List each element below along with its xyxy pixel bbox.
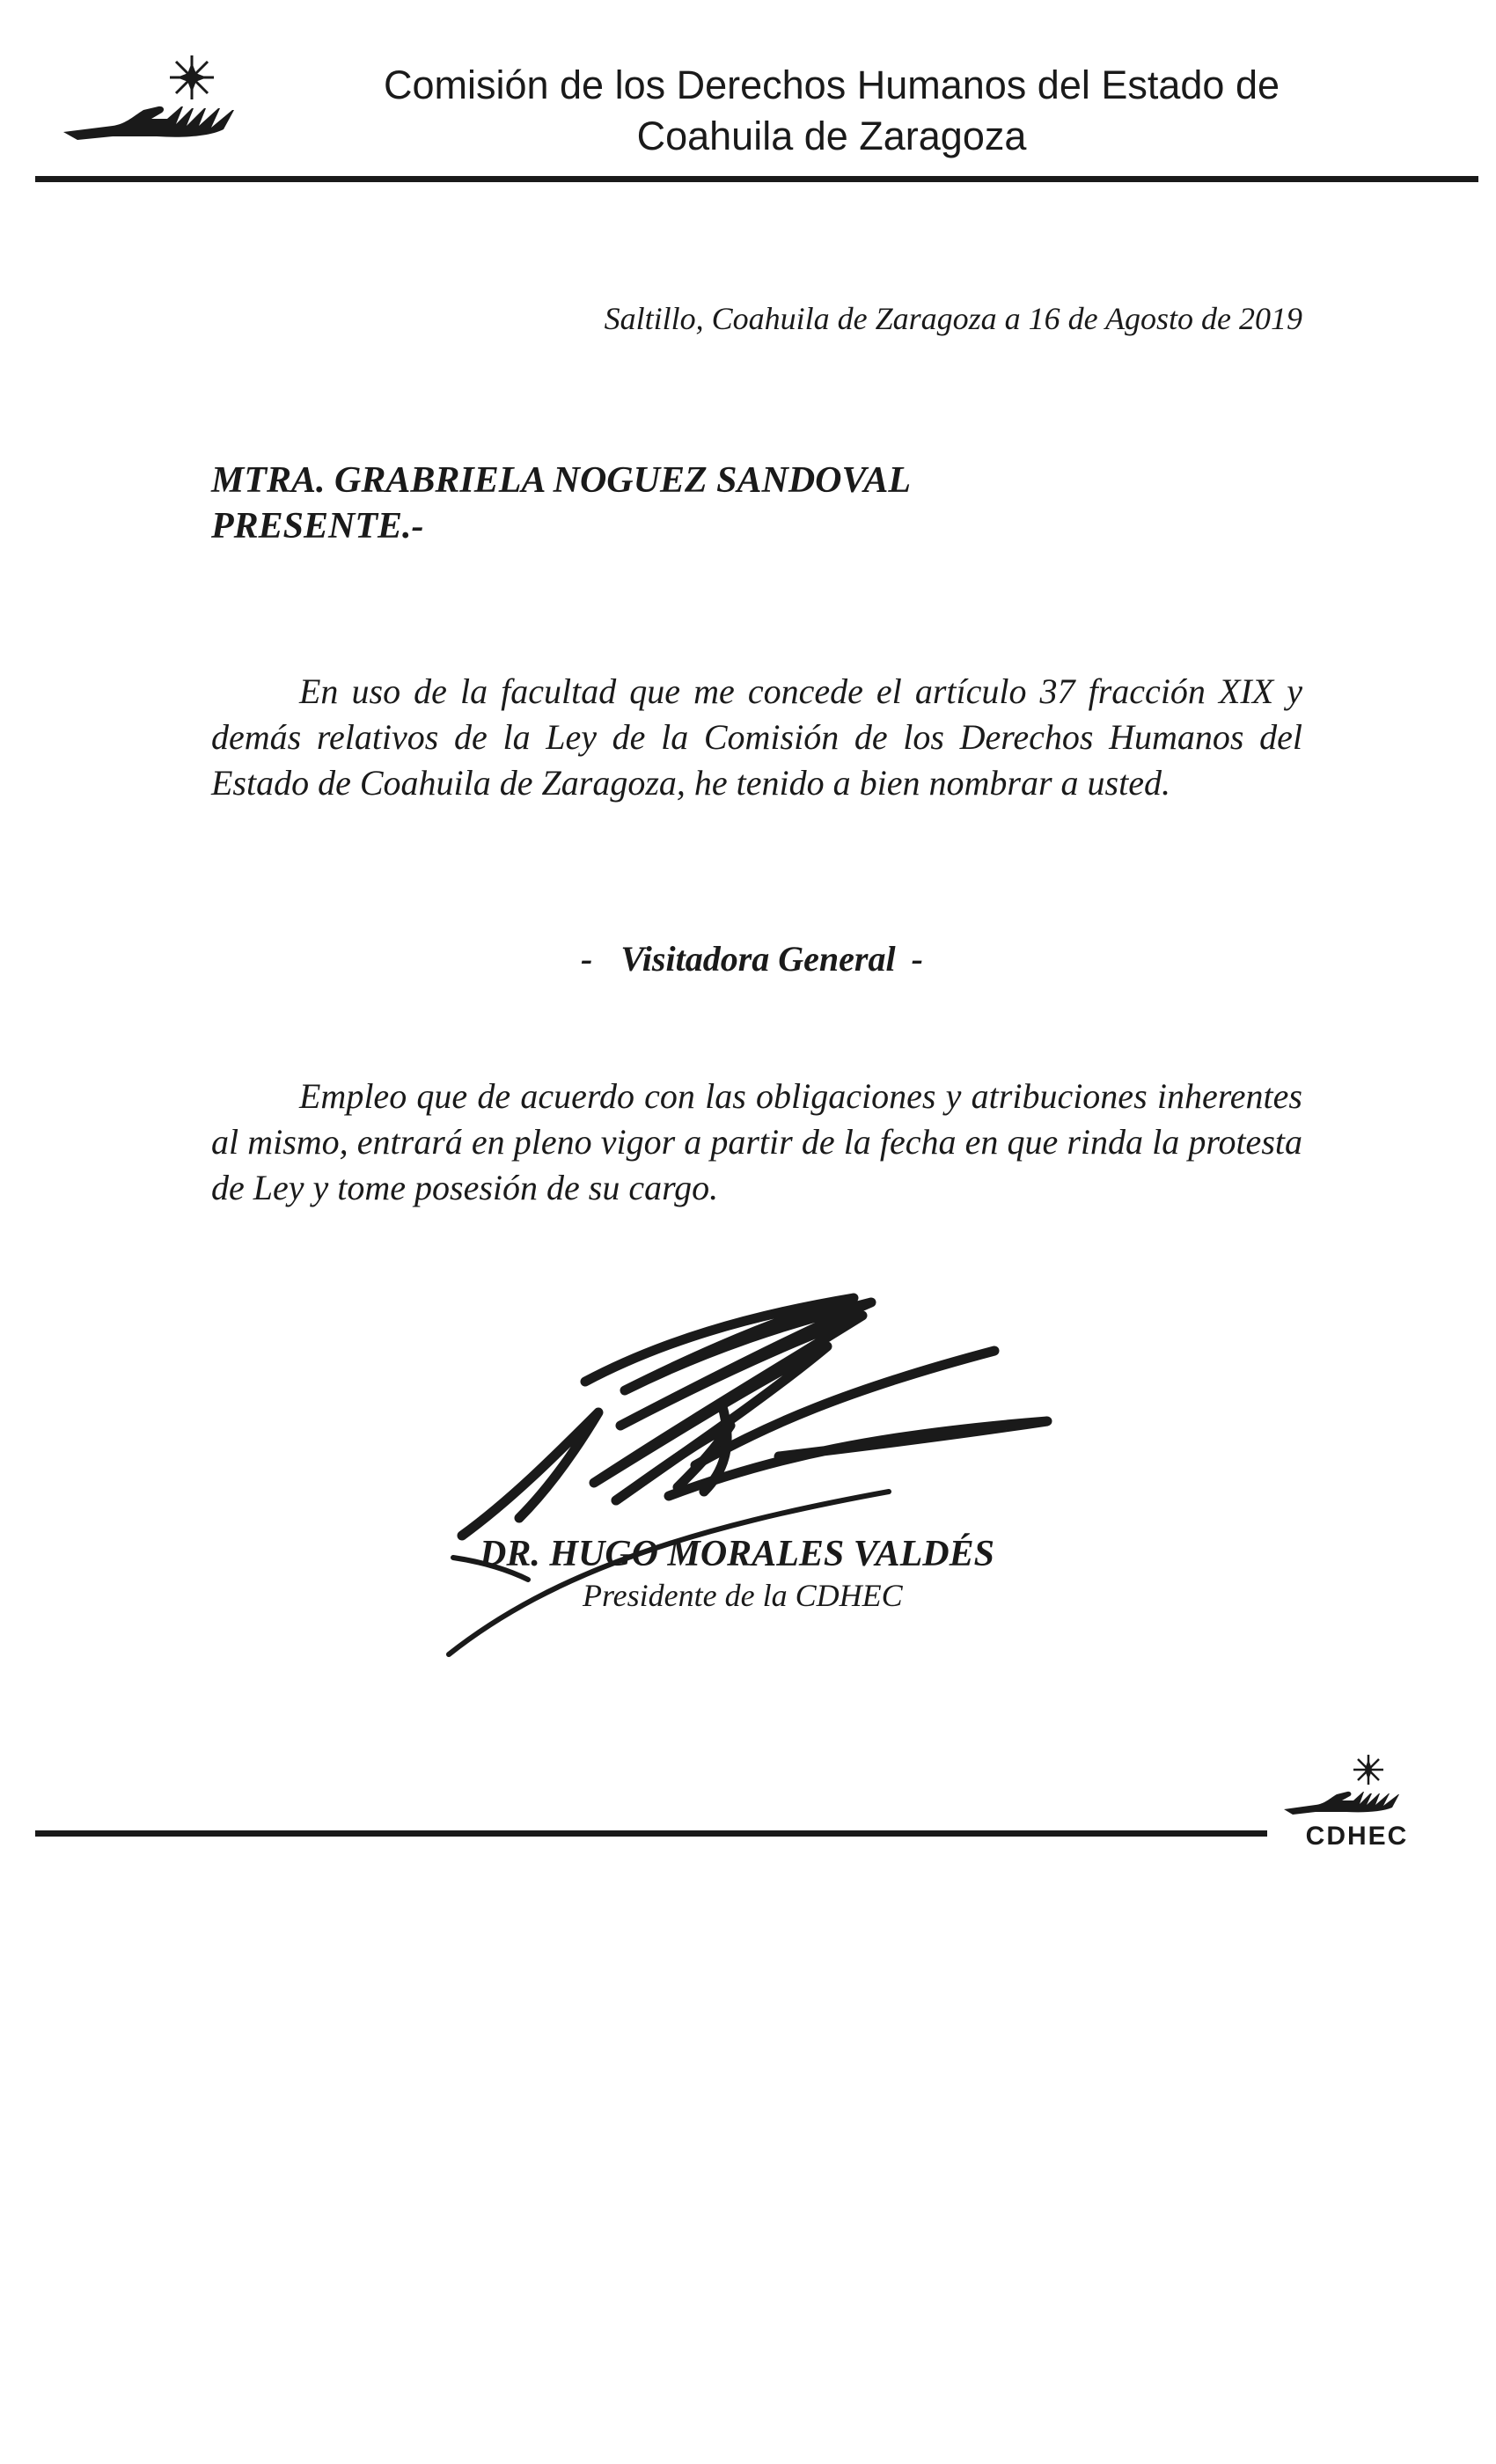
appointment-dash-after: - <box>911 939 923 979</box>
footer-acronym: CDHEC <box>1305 1822 1409 1851</box>
appointment-title: Visitadora General <box>620 939 896 979</box>
body-paragraph-1: En uso de la facultad que me concede el artículo 37 fracción XIX y demás relativos de la Ley de la Comisión de los Derechos Humanos del Estado de Coahuila de Zaragoza, he tenido a bien nombrar a usted. <box>211 671 1302 803</box>
body-paragraph-2: Empleo que de acuerdo con las obligaciones y atribuciones inherentes al mismo, entrará en pleno vigor a partir de la fecha en que rinda la protesta de Ley y tome posesión de su cargo. <box>211 1076 1302 1207</box>
recipient-name: MTRA. GRABRIELA NOGUEZ SANDOVAL <box>211 460 912 501</box>
recipient-salutation: PRESENTE.- <box>211 506 424 546</box>
signer-name: DR. HUGO MORALES VALDÉS <box>480 1534 995 1574</box>
hand-with-star-icon <box>1280 1751 1430 1822</box>
organization-name <box>273 60 1390 162</box>
letter-date: Saltillo, Coahuila de Zaragoza a 16 de Agosto de 2019 <box>604 301 1302 336</box>
organization-name-line-2: Coahuila de Zaragoza <box>636 114 1027 158</box>
header-divider <box>35 176 1478 182</box>
signer-role: Presidente de la CDHEC <box>583 1578 903 1613</box>
appointment-dash-before: - <box>581 939 593 979</box>
organization-name-line-1: Comisión de los Derechos Humanos del Estado de <box>383 62 1280 107</box>
handwritten-signature <box>431 1280 1100 1676</box>
recipient-block <box>211 458 911 549</box>
hand-with-star-icon <box>60 48 280 150</box>
footer-divider <box>35 1830 1267 1837</box>
appointment-line <box>581 936 923 982</box>
